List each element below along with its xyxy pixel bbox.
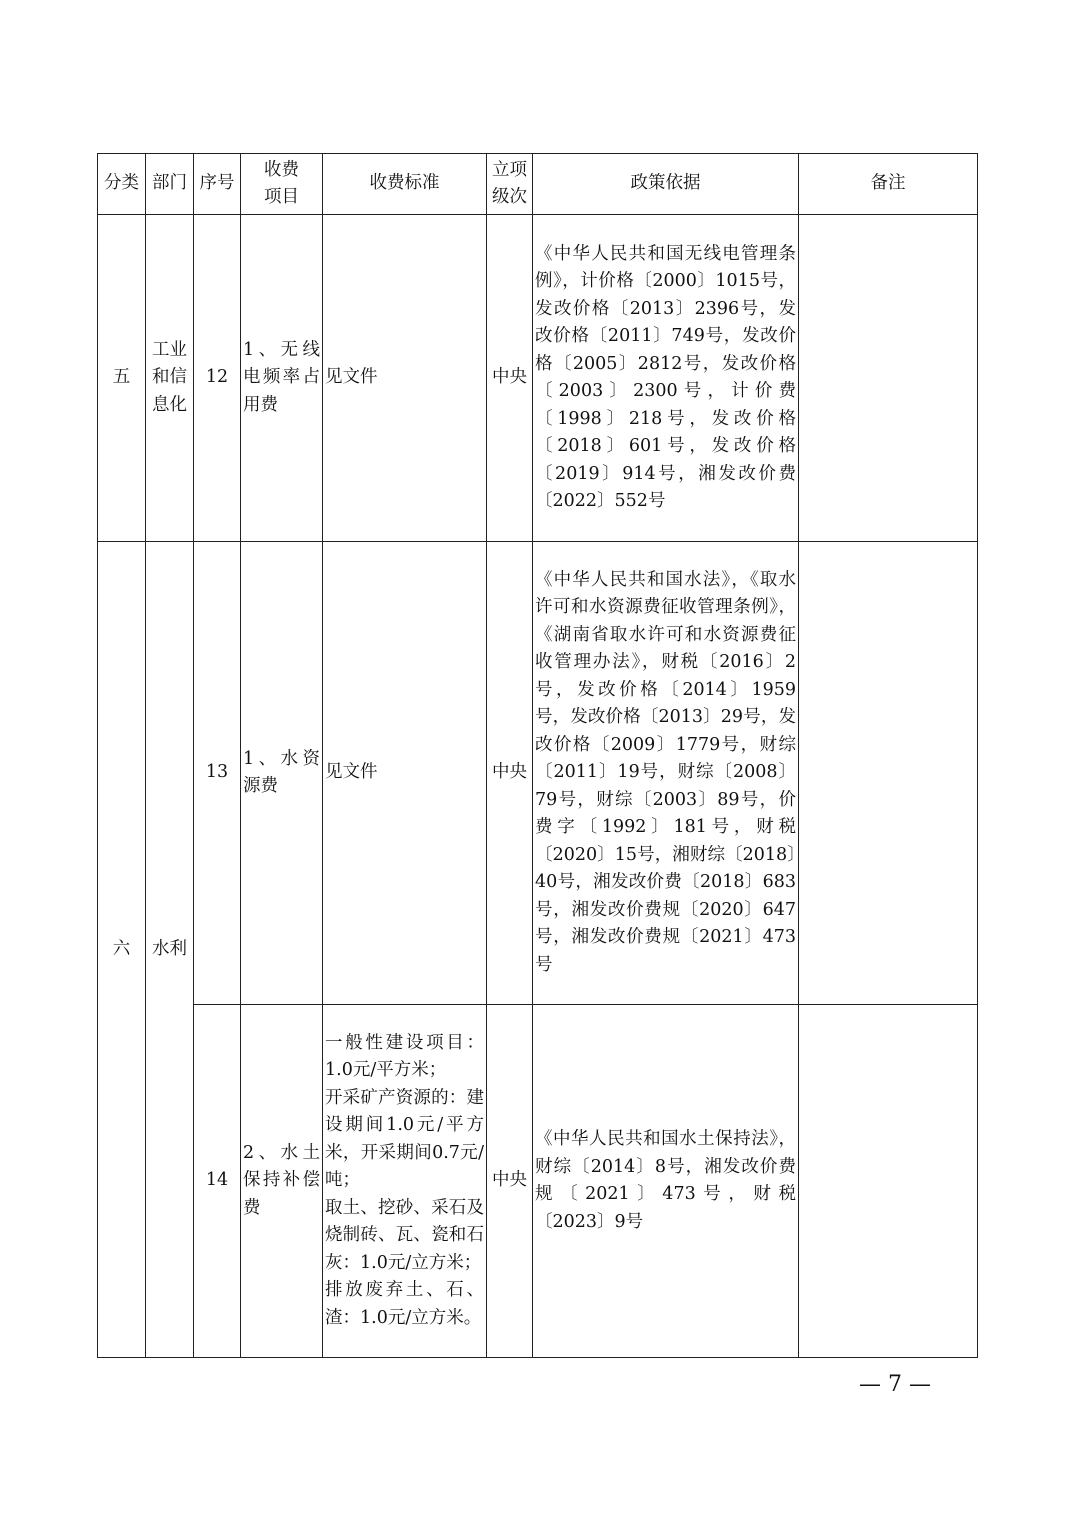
- basis-cell: 《中华人民共和国无线电管理条例》，计价格〔2000〕1015号，发改价格〔2013〕2396号，发改价格〔2011〕749号，发改价格〔2005〕2812号，发改价格〔2003〕2300号，计价费〔1998〕218号，发改价格〔2018〕601号，发改价格〔2019〕914号，湘发改价费〔2022〕552号: [533, 215, 799, 542]
- fee-table: [97, 153, 978, 1358]
- item-cell: 1、无线电频率占用费: [241, 215, 323, 542]
- table-row: [98, 1005, 978, 1358]
- item-cell: 1、水资源费: [241, 542, 323, 1005]
- table-header-row: [98, 154, 978, 215]
- note-cell: [799, 215, 978, 542]
- header-note: 备注: [799, 154, 978, 215]
- level-cell: 中央: [487, 1005, 533, 1358]
- standard-cell: 一般性建设项目：1.0元/平方米； 开采矿产资源的：建设期间1.0元/平方米，开采期间0.7元/吨； 取土、挖砂、采石及烧制砖、瓦、瓷和石灰：1.0元/立方米； 排放废弃土、石、渣：1.0元/立方米。: [323, 1005, 487, 1358]
- category-cell: 五: [98, 215, 146, 542]
- header-category: 分类: [98, 154, 146, 215]
- level-cell: 中央: [487, 215, 533, 542]
- header-seq: 序号: [194, 154, 241, 215]
- level-cell: 中央: [487, 542, 533, 1005]
- standard-cell: 见文件: [323, 542, 487, 1005]
- header-department: 部门: [146, 154, 194, 215]
- table-row: [98, 542, 978, 1005]
- department-cell: 工业 和信 息化: [146, 215, 194, 542]
- department-cell: 水利: [146, 542, 194, 1358]
- seq-cell: 12: [194, 215, 241, 542]
- basis-cell: 《中华人民共和国水土保持法》，财综〔2014〕8号，湘发改价费规〔2021〕473号，财税〔2023〕9号: [533, 1005, 799, 1358]
- seq-cell: 14: [194, 1005, 241, 1358]
- page-number: — 7 —: [859, 1372, 931, 1397]
- seq-cell: 13: [194, 542, 241, 1005]
- standard-cell: 见文件: [323, 215, 487, 542]
- header-level: 立项 级次: [487, 154, 533, 215]
- note-cell: [799, 542, 978, 1005]
- basis-cell: 《中华人民共和国水法》，《取水许可和水资源费征收管理条例》，《湖南省取水许可和水资源费征收管理办法》，财税〔2016〕2号，发改价格〔2014〕1959号，发改价格〔2013〕29号，发改价格〔2009〕1779号，财综〔2011〕19号，财综〔2008〕79号，财综〔2003〕89号，价费字〔1992〕181号，财税〔2020〕15号，湘财综〔2018〕40号，湘发改价费〔2018〕683号，湘发改价费规〔2020〕647号，湘发改价费规〔2021〕473号: [533, 542, 799, 1005]
- header-item: 收费 项目: [241, 154, 323, 215]
- category-cell: 六: [98, 542, 146, 1358]
- item-cell: 2、水土保持补偿费: [241, 1005, 323, 1358]
- header-standard: 收费标准: [323, 154, 487, 215]
- table-row: [98, 215, 978, 542]
- header-basis: 政策依据: [533, 154, 799, 215]
- note-cell: [799, 1005, 978, 1358]
